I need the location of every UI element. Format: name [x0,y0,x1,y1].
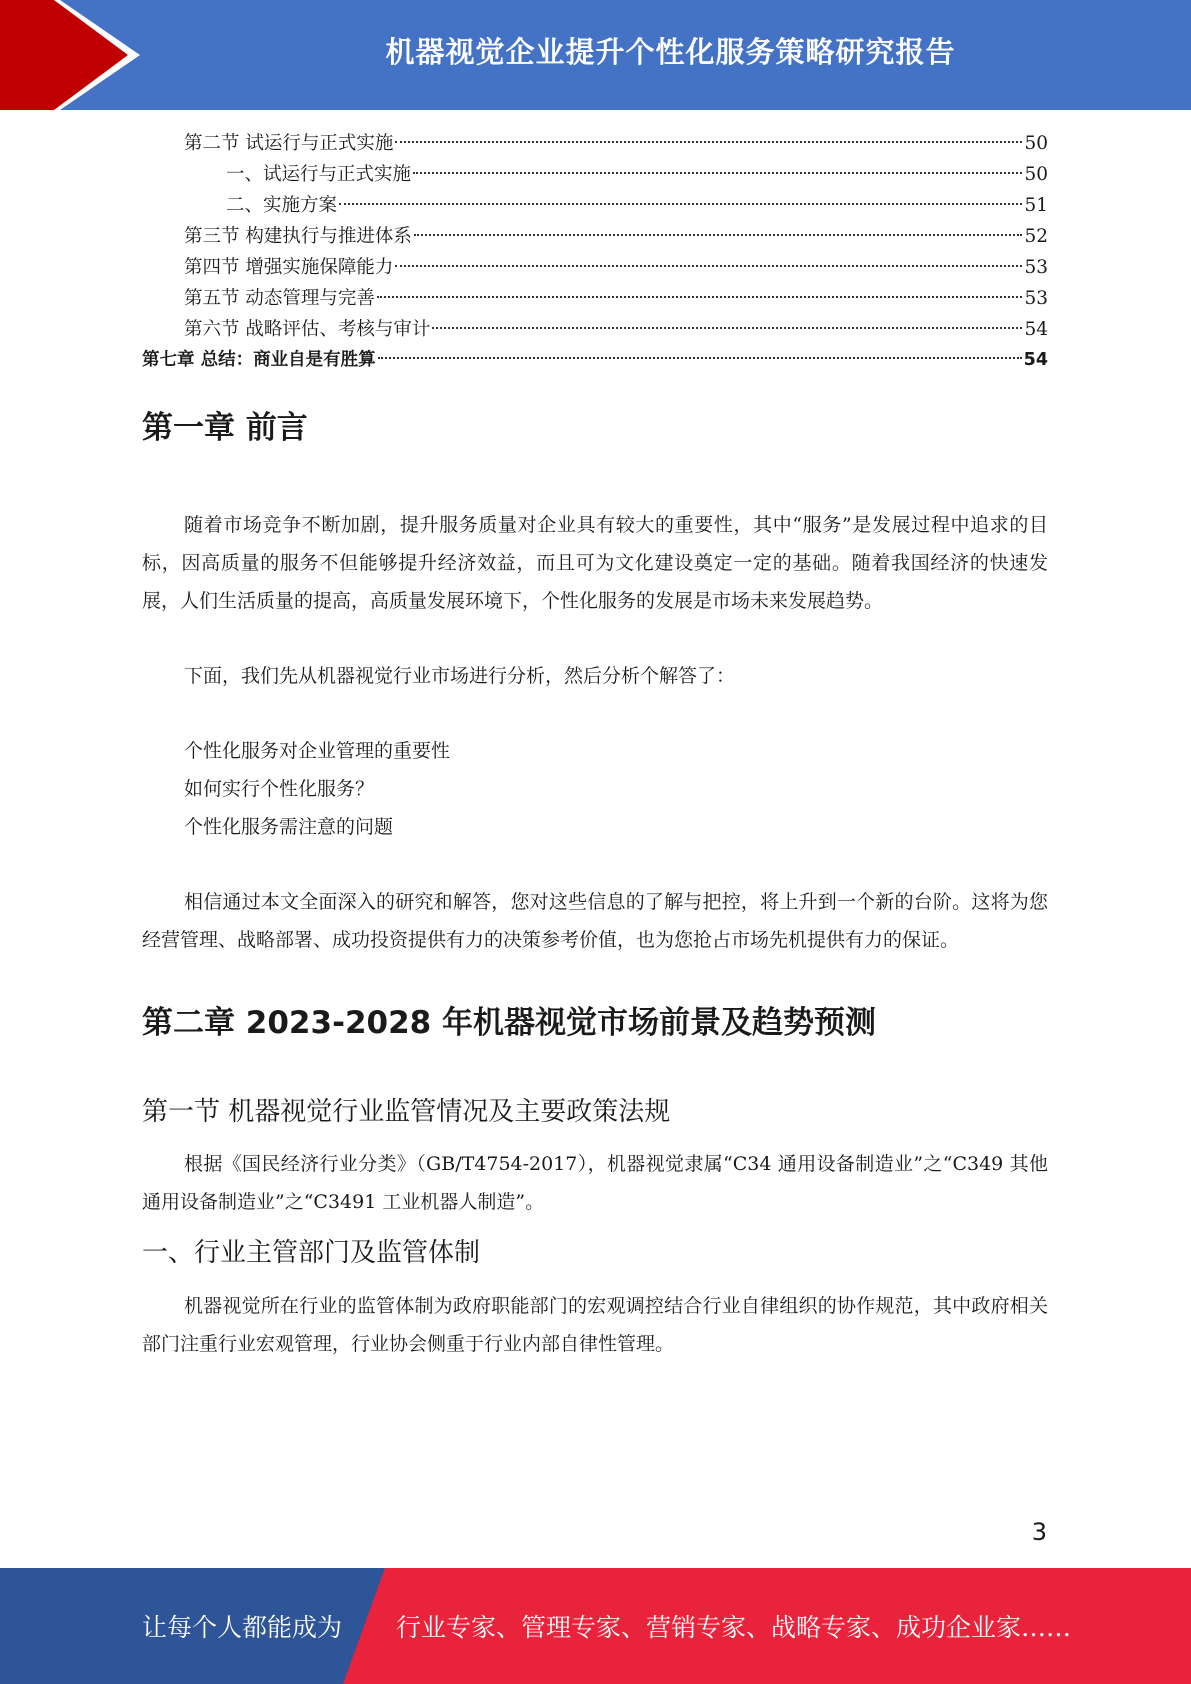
paragraph: 相信通过本文全面深入的研究和解答，您对这些信息的了解与把控，将上升到一个新的台阶。这将为您经营管理、战略部署、成功投资提供有力的决策参考价值，也为您抢占市场先机提供有力的保证。 [142,891,1048,952]
toc-leader-dots [395,265,1022,267]
toc-entry-label: 第三节 构建执行与推进体系 [184,226,412,247]
table-of-contents [142,128,1048,376]
section-heading: 第一节 机器视觉行业监管情况及主要政策法规 [142,1096,671,1127]
list-item: 个性化服务对企业管理的重要性 [184,740,451,763]
toc-entry-page: 53 [1024,257,1048,278]
toc-entry-label: 第五节 动态管理与完善 [184,288,375,309]
list-item: 如何实行个性化服务？ [184,778,375,801]
report-title: 机器视觉企业提升个性化服务策略研究报告 [385,34,956,69]
toc-leader-dots [432,327,1022,329]
paragraph: 根据《国民经济行业分类》（GB/T4754-2017），机器视觉隶属“C34 通用设备制造业”之“C349 其他通用设备制造业”之“C3491 工业机器人制造”。 [142,1153,1048,1214]
page-number: 3 [1031,1518,1047,1546]
chapter-heading: 第一章 前言 [142,410,308,446]
toc-leader-dots [339,203,1022,205]
toc-entry-page: 51 [1024,195,1048,216]
toc-entry-page: 52 [1024,226,1048,247]
toc-leader-dots [414,234,1023,236]
red-arrow-flag-icon [0,0,160,110]
report-header [0,0,1191,110]
toc-entry[interactable] [142,159,1048,190]
document-body [142,408,1048,1363]
toc-entry-page: 54 [1023,350,1048,370]
toc-entry-label: 第二节 试运行与正式实施 [184,133,394,154]
footer-slogan-right: 行业专家、管理专家、营销专家、战略专家、成功企业家…… [396,1613,1072,1642]
toc-entry-page: 54 [1024,319,1048,340]
toc-entry-label: 第六节 战略评估、考核与审计 [184,319,431,340]
toc-leader-dots [395,141,1022,143]
list-item: 个性化服务需注意的问题 [184,816,394,839]
paragraph: 随着市场竞争不断加剧，提升服务质量对企业具有较大的重要性，其中“服务”是发展过程中追求的目标，因高质量的服务不但能够提升经济效益，而且可为文化建设奠定一定的基础。随着我国经济的快速发展，人们生活质量的提高，高质量发展环境下，个性化服务的发展是市场未来发展趋势。 [142,514,1048,613]
toc-entry[interactable] [142,252,1048,283]
report-footer [0,1568,1191,1684]
paragraph: 下面，我们先从机器视觉行业市场进行分析，然后分析个解答了： [184,665,736,688]
toc-entry[interactable] [142,190,1048,221]
toc-entry-label: 一、试运行与正式实施 [226,164,412,185]
toc-entry[interactable] [142,221,1048,252]
toc-entry[interactable] [142,128,1048,159]
toc-leader-dots [378,357,1022,359]
toc-leader-dots [413,172,1022,174]
footer-slogan-left: 让每个人都能成为 [142,1613,343,1642]
toc-entry-label: 二、实施方案 [226,195,338,216]
toc-entry-label: 第四节 增强实施保障能力 [184,257,394,278]
chapter-heading: 第二章 2023-2028 年机器视觉市场前景及趋势预测 [142,1005,877,1042]
subsection-heading: 一、行业主管部门及监管体制 [142,1238,481,1269]
toc-entry[interactable] [142,283,1048,314]
toc-entry-page: 50 [1024,133,1048,154]
toc-entry-page: 50 [1024,164,1048,185]
toc-leader-dots [377,296,1023,298]
toc-entry[interactable] [142,314,1048,345]
toc-entry-label: 第七章 总结：商业自是有胜算 [142,350,376,370]
toc-entry[interactable] [142,345,1048,376]
toc-entry-page: 53 [1024,288,1048,309]
paragraph: 机器视觉所在行业的监管体制为政府职能部门的宏观调控结合行业自律组织的协作规范，其中政府相关部门注重行业宏观管理，行业协会侧重于行业内部自律性管理。 [142,1295,1048,1356]
